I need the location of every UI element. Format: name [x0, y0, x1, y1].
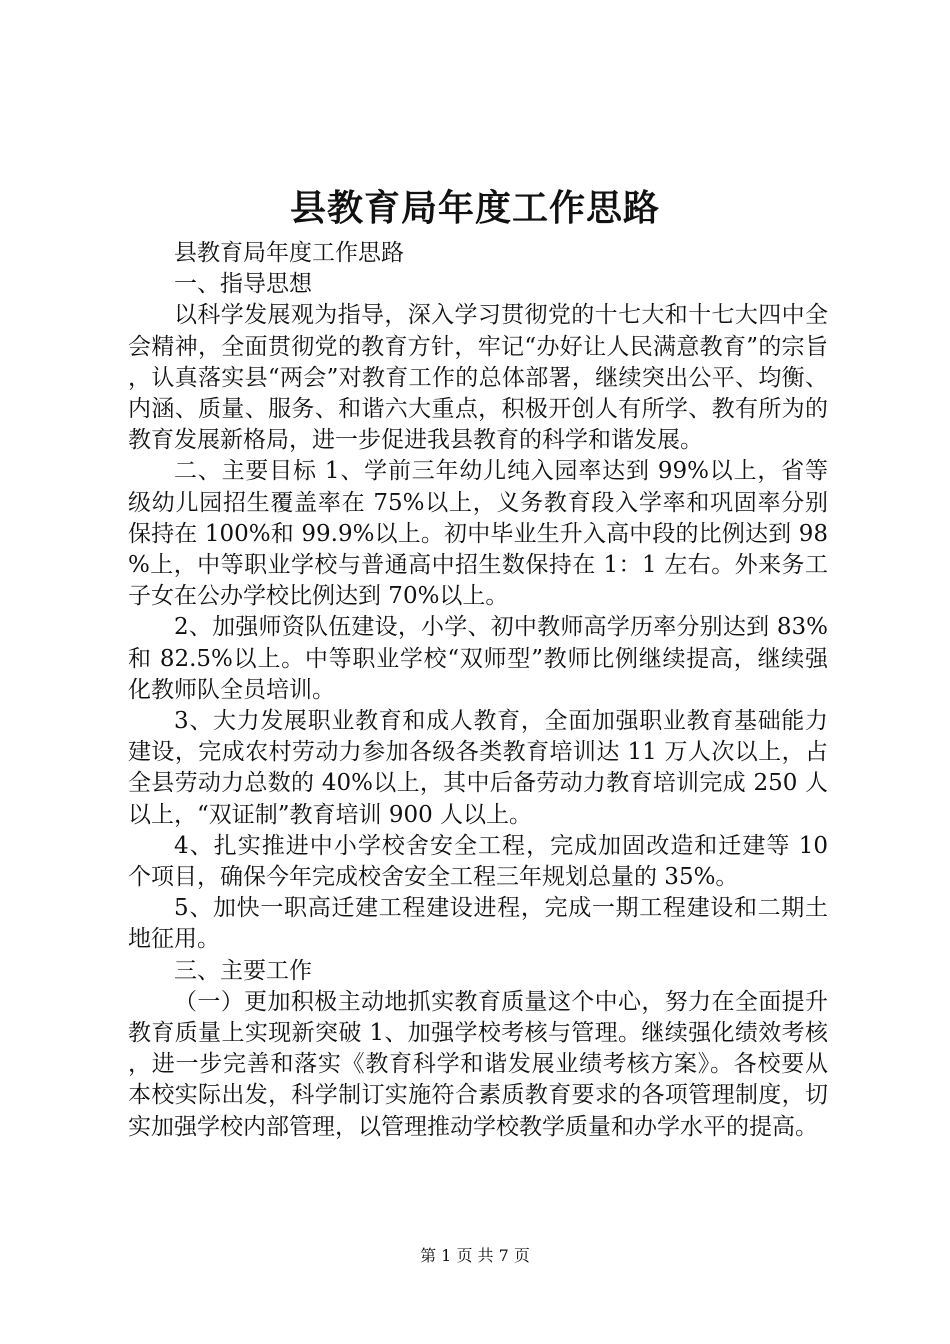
page-footer: 第 1 页 共 7 页	[420, 1246, 530, 1265]
paragraph-main-goals-3: 3、大力发展职业教育和成人教育，全面加强职业教育基础能力建设，完成农村劳动力参加各级各类教育培训达 11 万人次以上，占全县劳动力总数的 40%以上，其中后备劳动力教育培训完成 250 人以上，“双证制”教育培训 900 人以上。	[128, 708, 828, 828]
paragraph-main-goals-2: 2、加强师资队伍建设，小学、初中教师高学历率分别达到 83%和 82.5%以上。中等职业学校“双师型”教师比例继续提高，继续强化教师队全员培训。	[128, 614, 828, 703]
paragraph-subtitle: 县教育局年度工作思路	[174, 240, 404, 266]
document-title: 县教育局年度工作思路	[289, 187, 660, 229]
document-body	[128, 238, 828, 1143]
paragraph-main-goals-4: 4、扎实推进中小学校舍安全工程，完成加固改造和迁建等 10 个项目，确保今年完成校舍安全工程三年规划总量的 35%。	[128, 832, 828, 891]
paragraph-heading-guiding-ideology: 一、指导思想	[174, 271, 312, 298]
paragraph-guiding-ideology: 以科学发展观为指导，深入学习贯彻党的十七大和十七大四中全会精神，全面贯彻党的教育方针，牢记“办好让人民满意教育”的宗旨，认真落实县“两会”对教育工作的总体部署，继续突出公平、均衡、内涵、质量、服务、和谐六大重点，积极开创人有所学、教有所为的教育发展新格局，进一步促进我县教育的科学和谐发展。	[128, 302, 828, 454]
paragraph-heading-main-work: 三、主要工作	[174, 957, 312, 984]
paragraph-main-goals-5: 5、加快一职高迁建工程建设进程，完成一期工程建设和二期土地征用。	[128, 895, 828, 953]
paragraph-main-work-1: （一）更加积极主动地抓实教育质量这个中心，努力在全面提升教育质量上实现新突破 1、加强学校考核与管理。继续强化绩效考核，进一步完善和落实《教育科学和谐发展业绩考核方案》。各校要从本校实际出发，科学制订实施符合素质教育要求的各项管理制度，切实加强学校内部管理，以管理推动学校教学质量和办学水平的提高。	[128, 988, 828, 1140]
paragraph-main-goals-1: 二、主要目标 1、学前三年幼儿纯入园率达到 99%以上，省等级幼儿园招生覆盖率在 75%以上，义务教育段入学率和巩固率分别保持在 100%和 99.9%以上。初中毕业生升入高中段的比例达到 98%上，中等职业学校与普通高中招生数保持在 1：1 左右。外来务工子女在公办学校比例达到 70%以上。	[128, 458, 828, 610]
